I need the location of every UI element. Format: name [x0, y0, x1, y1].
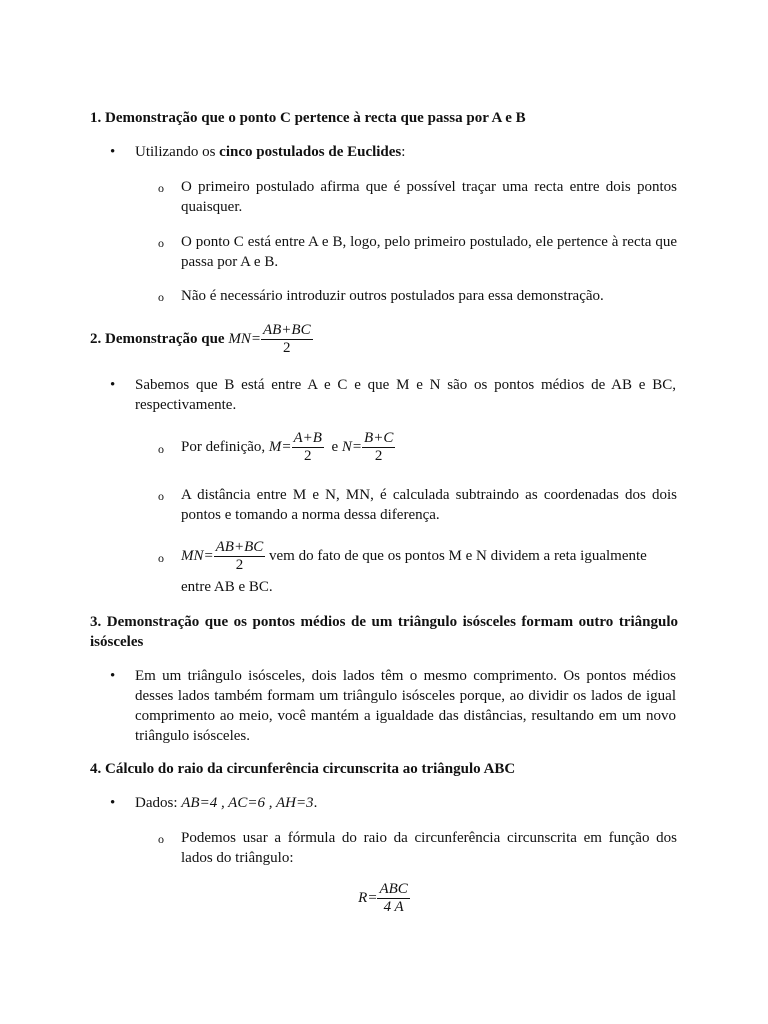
- s2-item-1-n-fraction: [362, 430, 395, 465]
- sub-bullet-icon: o: [158, 551, 164, 565]
- s2-item-3-line-2: entre AB e BC.: [181, 579, 273, 595]
- fraction-numerator: A+B: [293, 430, 322, 446]
- s2-item-1-m-fraction: [292, 430, 324, 465]
- fraction-denominator: 2: [303, 448, 312, 464]
- fraction-denominator: 2: [374, 448, 383, 464]
- s1-bullet-1-text: Utilizando os: [135, 144, 220, 160]
- s2-item-3: [181, 539, 677, 574]
- circumradius-formula: [0, 881, 768, 916]
- s1-bullet-1-colon: :: [401, 144, 406, 160]
- s2-item-3-text: vem do fato de que os pontos M e N dividem a reta igualmente: [269, 547, 647, 564]
- bullet-icon: •: [110, 144, 116, 160]
- s4-item-1: Podemos usar a fórmula do raio da circunferência circunscrita em função dos lados do triângulo:: [181, 830, 677, 866]
- s1-bullet-1-bold: cinco postulados de Euclides: [219, 144, 402, 160]
- section-2-heading-lhs: MN=: [228, 330, 261, 347]
- s1-item-1: O primeiro postulado afirma que é possível traçar uma recta entre dois pontos quaisquer.: [181, 179, 677, 215]
- formula-fraction: [377, 881, 409, 916]
- sub-bullet-icon: o: [158, 442, 164, 456]
- fraction-numerator: AB+BC: [262, 322, 311, 338]
- sub-bullet-icon: o: [158, 832, 164, 846]
- s4-bullet-1-label: Dados:: [135, 795, 182, 811]
- s3-bullet-1: Em um triângulo isósceles, dois lados têm o mesmo comprimento. Os pontos médios desses lados também formam um triângulo isósceles porque, ao dividir os lados de igual comprimento ao meio, você mantém a igualdade das distâncias, resultando em um novo triângulo isósceles.: [135, 668, 676, 744]
- formula-lhs: R=: [358, 889, 378, 906]
- section-1-heading: 1. Demonstração que o ponto C pertence à recta que passa por A e B: [90, 110, 526, 126]
- s2-item-1-n: N=: [341, 438, 363, 455]
- s4-bullet-1: [135, 793, 676, 813]
- s2-item-3-fraction: [214, 539, 266, 574]
- section-2-heading: [90, 322, 678, 357]
- s4-bullet-1-math: AB=4 , AC=6 , AH=3: [181, 795, 314, 811]
- section-3-heading: 3. Demonstração que os pontos médios de um triângulo isósceles formam outro triângulo isósceles: [90, 614, 678, 650]
- s2-item-1-and: e: [331, 438, 339, 455]
- sub-bullet-icon: o: [158, 236, 164, 250]
- fraction-numerator: ABC: [379, 881, 408, 897]
- sub-bullet-icon: o: [158, 181, 164, 195]
- section-2-heading-fraction: [261, 322, 313, 357]
- fraction-denominator: 2: [235, 557, 244, 573]
- section-2-heading-text: 2. Demonstração que: [90, 330, 229, 347]
- bullet-icon: •: [110, 795, 116, 811]
- sub-bullet-icon: o: [158, 290, 164, 304]
- s2-item-1-text: Por definição,: [181, 438, 269, 455]
- s2-item-1-m: M=: [268, 438, 292, 455]
- fraction-denominator: 4 A: [383, 899, 404, 915]
- fraction-numerator: B+C: [364, 430, 394, 446]
- s2-item-3-lhs: MN=: [181, 547, 214, 564]
- s1-item-2: O ponto C está entre A e B, logo, pelo primeiro postulado, ele pertence à recta que passa por A e B.: [181, 234, 677, 270]
- bullet-icon: •: [110, 668, 116, 684]
- fraction-denominator: 2: [283, 340, 291, 356]
- s1-bullet-1: [135, 142, 676, 162]
- fraction-numerator: AB+BC: [215, 539, 264, 555]
- sub-bullet-icon: o: [158, 489, 164, 503]
- s2-item-1: [181, 430, 677, 465]
- s1-item-3: Não é necessário introduzir outros postulados para essa demonstração.: [181, 288, 604, 304]
- section-4-heading: 4. Cálculo do raio da circunferência circunscrita ao triângulo ABC: [90, 761, 516, 777]
- s2-bullet-1: Sabemos que B está entre A e C e que M e N são os pontos médios de AB e BC, respectivamente.: [135, 377, 676, 413]
- s2-item-2: A distância entre M e N, MN, é calculada subtraindo as coordenadas dos dois pontos e tomando a norma dessa diferença.: [181, 487, 677, 523]
- bullet-icon: •: [110, 377, 116, 393]
- s4-bullet-1-end: .: [313, 795, 318, 811]
